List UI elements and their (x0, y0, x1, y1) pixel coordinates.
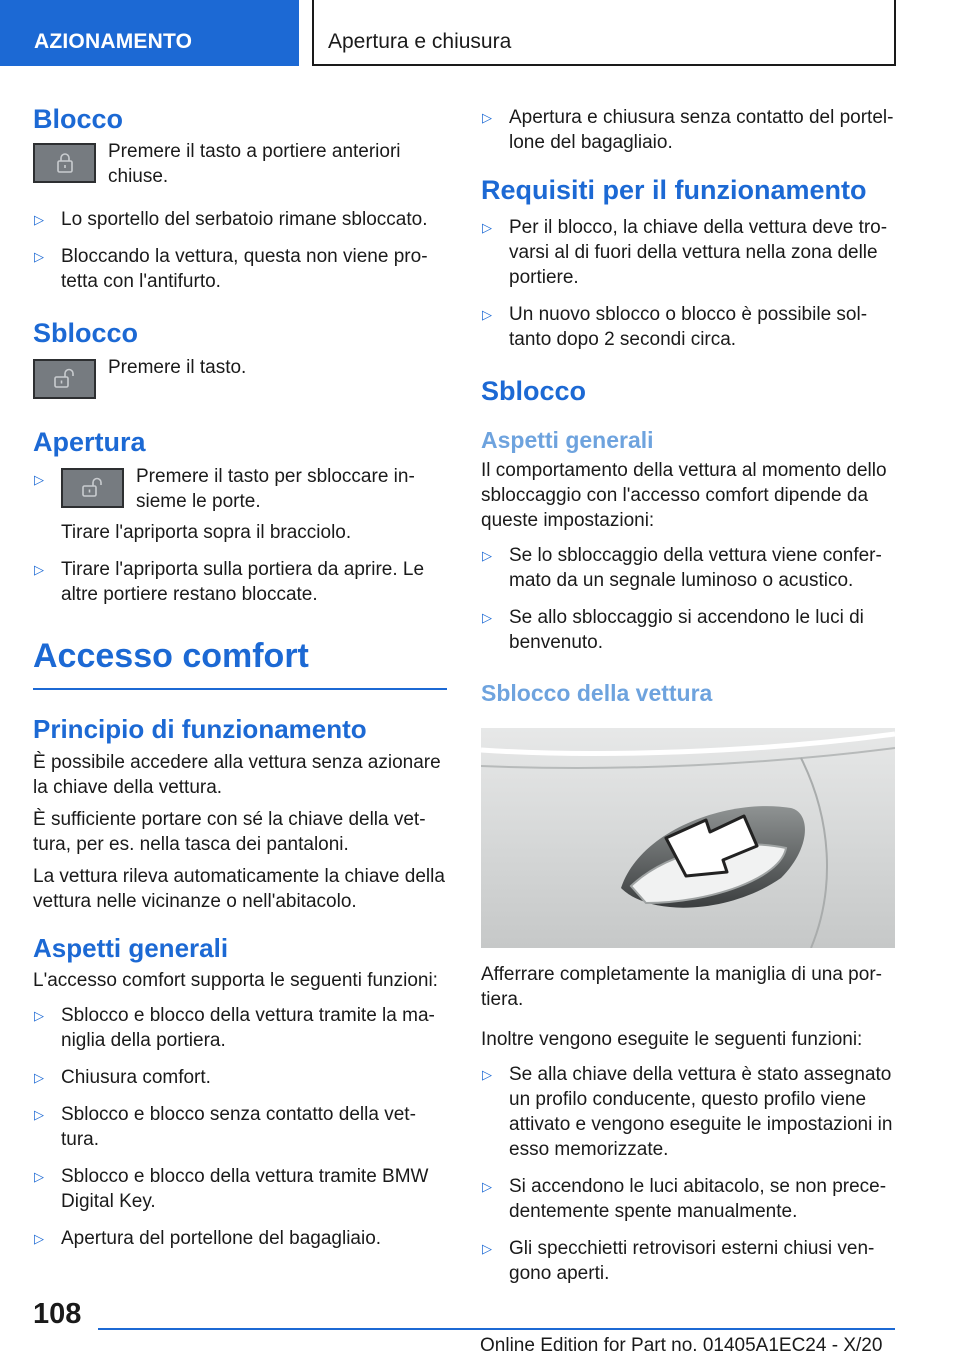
heading-sblocco-vettura: Sblocco della vettura (481, 680, 713, 706)
requisiti-bullets (481, 215, 895, 352)
heading-aspetti-generali-right: Aspetti generali (481, 427, 654, 453)
heading-sblocco: Sblocco (33, 318, 139, 348)
left-column (33, 100, 447, 1251)
bullet-triangle-icon: ▷ (482, 110, 492, 125)
list-item: ▷ Sblocco e blocco della vettura tramite la maniglia della portiera. (34, 1005, 435, 1051)
list-item: ▷ Se lo sbloccaggio della vettura viene confermato da un segnale luminoso o acustico. (482, 545, 882, 591)
list-item: ▷ Un nuovo sblocco o blocco è possibile soltanto dopo 2 secondi circa. (482, 304, 868, 350)
list-item: ▷ Gli specchietti retrovisori esterni chiusi vengono aperti. (482, 1238, 875, 1284)
apertura-bullets (33, 467, 447, 607)
paragraph: La vettura rileva automaticamente la chiave della vettura nelle vicinanze o nell'abitacolo. (33, 866, 445, 912)
bullet-triangle-icon: ▷ (482, 1179, 492, 1194)
bullet-triangle-icon: ▷ (34, 1231, 44, 1246)
bullet-triangle-icon: ▷ (34, 249, 44, 264)
heading-aspetti-generali: Aspetti generali (33, 933, 229, 963)
unlock-icon (33, 359, 96, 399)
bullet-triangle-icon: ▷ (34, 1169, 44, 1184)
section-divider (33, 688, 447, 690)
chapter-title: Apertura e chiusura (312, 0, 896, 66)
bullet-triangle-icon: ▷ (34, 1008, 44, 1023)
door-handle-photo (481, 728, 895, 948)
blocco-bullets (33, 207, 447, 294)
list-item: ▷ Lo sportello del serbatoio rimane sbloccato. (34, 209, 428, 230)
heading-sblocco-right: Sblocco (481, 376, 587, 406)
unlock-instruction: Premere il tasto. (108, 357, 247, 378)
bullet-triangle-icon: ▷ (482, 610, 492, 625)
paragraph: Il comportamento della vettura al momento dello sbloccaggio con l'accesso comfort dipende da queste impostazioni: (481, 460, 887, 531)
list-item: ▷ Chiusura comfort. (34, 1067, 211, 1088)
bullet-triangle-icon: ▷ (34, 212, 44, 227)
lock-icon (33, 143, 96, 183)
list-item: ▷ Se alla chiave della vettura è stato assegnato un profilo conducente, questo profilo viene attivato e vengono eseguite le impostazioni in esso memorizzate. (482, 1064, 893, 1160)
bullet-triangle-icon: ▷ (34, 472, 44, 487)
list-item: ▷ Bloccando la vettura, questa non viene protetta con l'antifurto. (34, 246, 428, 292)
list-item: ▷ Per il blocco, la chiave della vettura deve trovarsi al di fuori della vettura nella zona delle portiere. (482, 217, 888, 288)
lock-button-row (33, 143, 447, 189)
paragraph: L'accesso comfort supporta le seguenti funzioni: (33, 970, 438, 991)
list-item: ▷ Apertura del portellone del bagagliaio. (34, 1228, 382, 1249)
list-item (33, 467, 447, 545)
bullet-triangle-icon: ▷ (482, 548, 492, 563)
bullet-triangle-icon: ▷ (34, 562, 44, 577)
list-item: ▷ Sblocco e blocco senza contatto della vettura. (34, 1104, 416, 1150)
heading-principio: Principio di funzionamento (33, 714, 367, 744)
page-header (0, 0, 960, 66)
heading-apertura: Apertura (33, 427, 146, 457)
bullet-triangle-icon: ▷ (482, 1241, 492, 1256)
paragraph: È sufficiente portare con sé la chiave della vettura, per es. nella tasca dei pantaloni. (33, 809, 426, 855)
unlock-button-row (33, 359, 447, 399)
bullet-triangle-icon: ▷ (34, 1107, 44, 1122)
apertura-instruction: Premere il tasto per sbloccare insieme le porte. (136, 466, 415, 512)
list-item: ▷ Si accendono le luci abitacolo, se non precedentemente spente manualmente. (482, 1176, 887, 1222)
aspetti-right-bullets (481, 543, 895, 655)
bullet-triangle-icon: ▷ (482, 220, 492, 235)
aspetti-bullets (33, 1003, 447, 1251)
heading-blocco: Blocco (33, 104, 124, 134)
footer-divider (98, 1328, 895, 1330)
bullet-triangle-icon: ▷ (34, 1070, 44, 1085)
page-number: 108 (33, 1298, 82, 1330)
list-item: ▷ Se allo sbloccaggio si accendono le luci di benvenuto. (482, 607, 864, 653)
list-item: ▷ Tirare l'apriporta sulla portiera da aprire. Le altre portiere restano bloccate. (34, 559, 425, 605)
apertura-followup: Tirare l'apriporta sopra il bracciolo. (61, 522, 352, 543)
paragraph: Inoltre vengono eseguite le seguenti funzioni: (481, 1029, 863, 1050)
edition-note: Online Edition for Part no. 01405A1EC24 - X/20 (480, 1335, 883, 1356)
continued-bullets (481, 105, 895, 155)
photo-caption: Afferrare completamente la maniglia di una portiera. (481, 964, 882, 1010)
list-item: ▷ Sblocco e blocco della vettura tramite BMW Digital Key. (34, 1166, 429, 1212)
right-column (481, 100, 895, 1286)
lock-instruction: Premere il tasto a portiere anteriori chiuse. (108, 141, 401, 187)
paragraph: È possibile accedere alla vettura senza azionare la chiave della vettura. (33, 752, 441, 798)
heading-accesso-comfort: Accesso comfort (33, 637, 309, 675)
bullet-triangle-icon: ▷ (482, 1067, 492, 1082)
heading-requisiti: Requisiti per il funzionamento (481, 175, 867, 205)
list-item: ▷ Apertura e chiusura senza contatto del portellone del bagagliaio. (482, 107, 894, 153)
unlock-icon (61, 468, 124, 508)
bullet-triangle-icon: ▷ (482, 307, 492, 322)
section-tab[interactable]: AZIONAMENTO (0, 0, 299, 66)
inoltre-bullets (481, 1062, 895, 1286)
